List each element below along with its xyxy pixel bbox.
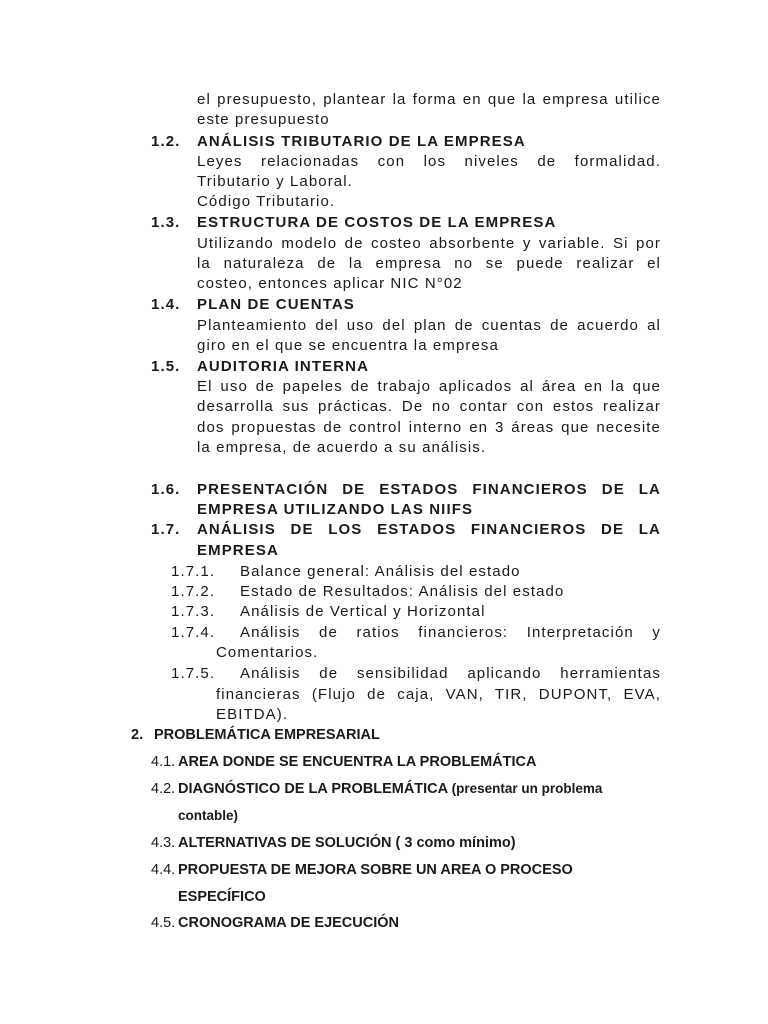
subitem-text: Análisis de ratios financieros: Interpretación y: [240, 624, 661, 641]
item-text-line: giro en el que se encuentra la empresa: [197, 337, 499, 354]
item-title: AUDITORIA INTERNA: [197, 358, 370, 375]
subsection-title: ESPECÍFICO: [178, 889, 266, 905]
subitem-text: EBITDA).: [216, 706, 289, 723]
subsection-note: contable): [178, 808, 239, 823]
subitem-number: 1.7.3.: [171, 603, 216, 620]
item-text-line: Utilizando modelo de costeo absorbente y variable. Si por: [197, 235, 661, 252]
item-text-line: la empresa, de acuerdo a su análisis.: [197, 439, 487, 456]
item-text-line: Código Tributario.: [197, 193, 336, 210]
subsection-note: (presentar un problema: [451, 781, 603, 796]
item-title: ESTRUCTURA DE COSTOS DE LA EMPRESA: [197, 214, 557, 231]
item-text-line: la naturaleza de la empresa no se puede realizar el: [197, 255, 661, 272]
subsection-number: 4.3.: [151, 835, 176, 851]
subsection-title: AREA DONDE SE ENCUENTRA LA PROBLEMÁTICA: [178, 754, 537, 770]
item-text-line: desarrolla sus prácticas. De no contar con estos realizar: [197, 398, 661, 415]
item-title: EMPRESA: [197, 542, 279, 559]
item-number: 1.3.: [151, 214, 181, 231]
item-text-line: costeo, entonces aplicar NIC N°02: [197, 275, 463, 292]
subsection-title: PROPUESTA DE MEJORA SOBRE UN AREA O PROCESO: [178, 862, 573, 878]
item-title: PLAN DE CUENTAS: [197, 296, 355, 313]
subsection-number: 4.2.: [151, 781, 176, 797]
item-number: 1.2.: [151, 133, 181, 150]
item-text-line: dos propuestas de control interno en 3 áreas que necesite: [197, 419, 661, 436]
subitem-text: Análisis de Vertical y Horizontal: [240, 603, 486, 620]
subitem-text: Estado de Resultados: Análisis del estado: [240, 583, 565, 600]
subitem-text: financieras (Flujo de caja, VAN, TIR, DUPONT, EVA,: [216, 686, 661, 703]
subsection-number: 4.1.: [151, 754, 176, 770]
item-text-line: Planteamiento del uso del plan de cuentas de acuerdo al: [197, 317, 661, 334]
subsection-title-line: [178, 779, 602, 799]
section-title: PROBLEMÁTICA EMPRESARIAL: [154, 727, 380, 743]
subsection-number: 4.4.: [151, 862, 176, 878]
subitem-text: Comentarios.: [216, 644, 319, 661]
subsection-title: ALTERNATIVAS DE SOLUCIÓN ( 3 como mínimo): [178, 835, 516, 851]
intro-line-2: este presupuesto: [197, 111, 330, 128]
subsection-number: 4.5.: [151, 915, 176, 931]
item-title: PRESENTACIÓN DE ESTADOS FINANCIEROS DE LA: [197, 481, 661, 498]
item-text-line: Tributario y Laboral.: [197, 173, 353, 190]
item-number: 1.7.: [151, 521, 181, 538]
subitem-text: Balance general: Análisis del estado: [240, 563, 521, 580]
item-number: 1.6.: [151, 481, 181, 498]
section-number: 2.: [131, 727, 144, 743]
item-number: 1.5.: [151, 358, 181, 375]
subitem-number: 1.7.5.: [171, 665, 216, 682]
subitem-number: 1.7.1.: [171, 563, 216, 580]
subsection-title: DIAGNÓSTICO DE LA PROBLEMÁTICA: [178, 781, 452, 797]
subitem-text: Análisis de sensibilidad aplicando herramientas: [240, 665, 661, 682]
item-title: ANÁLISIS TRIBUTARIO DE LA EMPRESA: [197, 133, 526, 150]
item-number: 1.4.: [151, 296, 181, 313]
subitem-number: 1.7.4.: [171, 624, 216, 641]
item-title: ANÁLISIS DE LOS ESTADOS FINANCIEROS DE LA: [197, 521, 661, 538]
subsection-title: CRONOGRAMA DE EJECUCIÓN: [178, 915, 400, 931]
item-text-line: El uso de papeles de trabajo aplicados al área en la que: [197, 378, 661, 395]
subitem-number: 1.7.2.: [171, 583, 216, 600]
item-text-line: Leyes relacionadas con los niveles de formalidad.: [197, 153, 661, 170]
intro-line-1: el presupuesto, plantear la forma en que la empresa utilice: [197, 91, 661, 108]
item-title: EMPRESA UTILIZANDO LAS NIIFS: [197, 501, 474, 518]
